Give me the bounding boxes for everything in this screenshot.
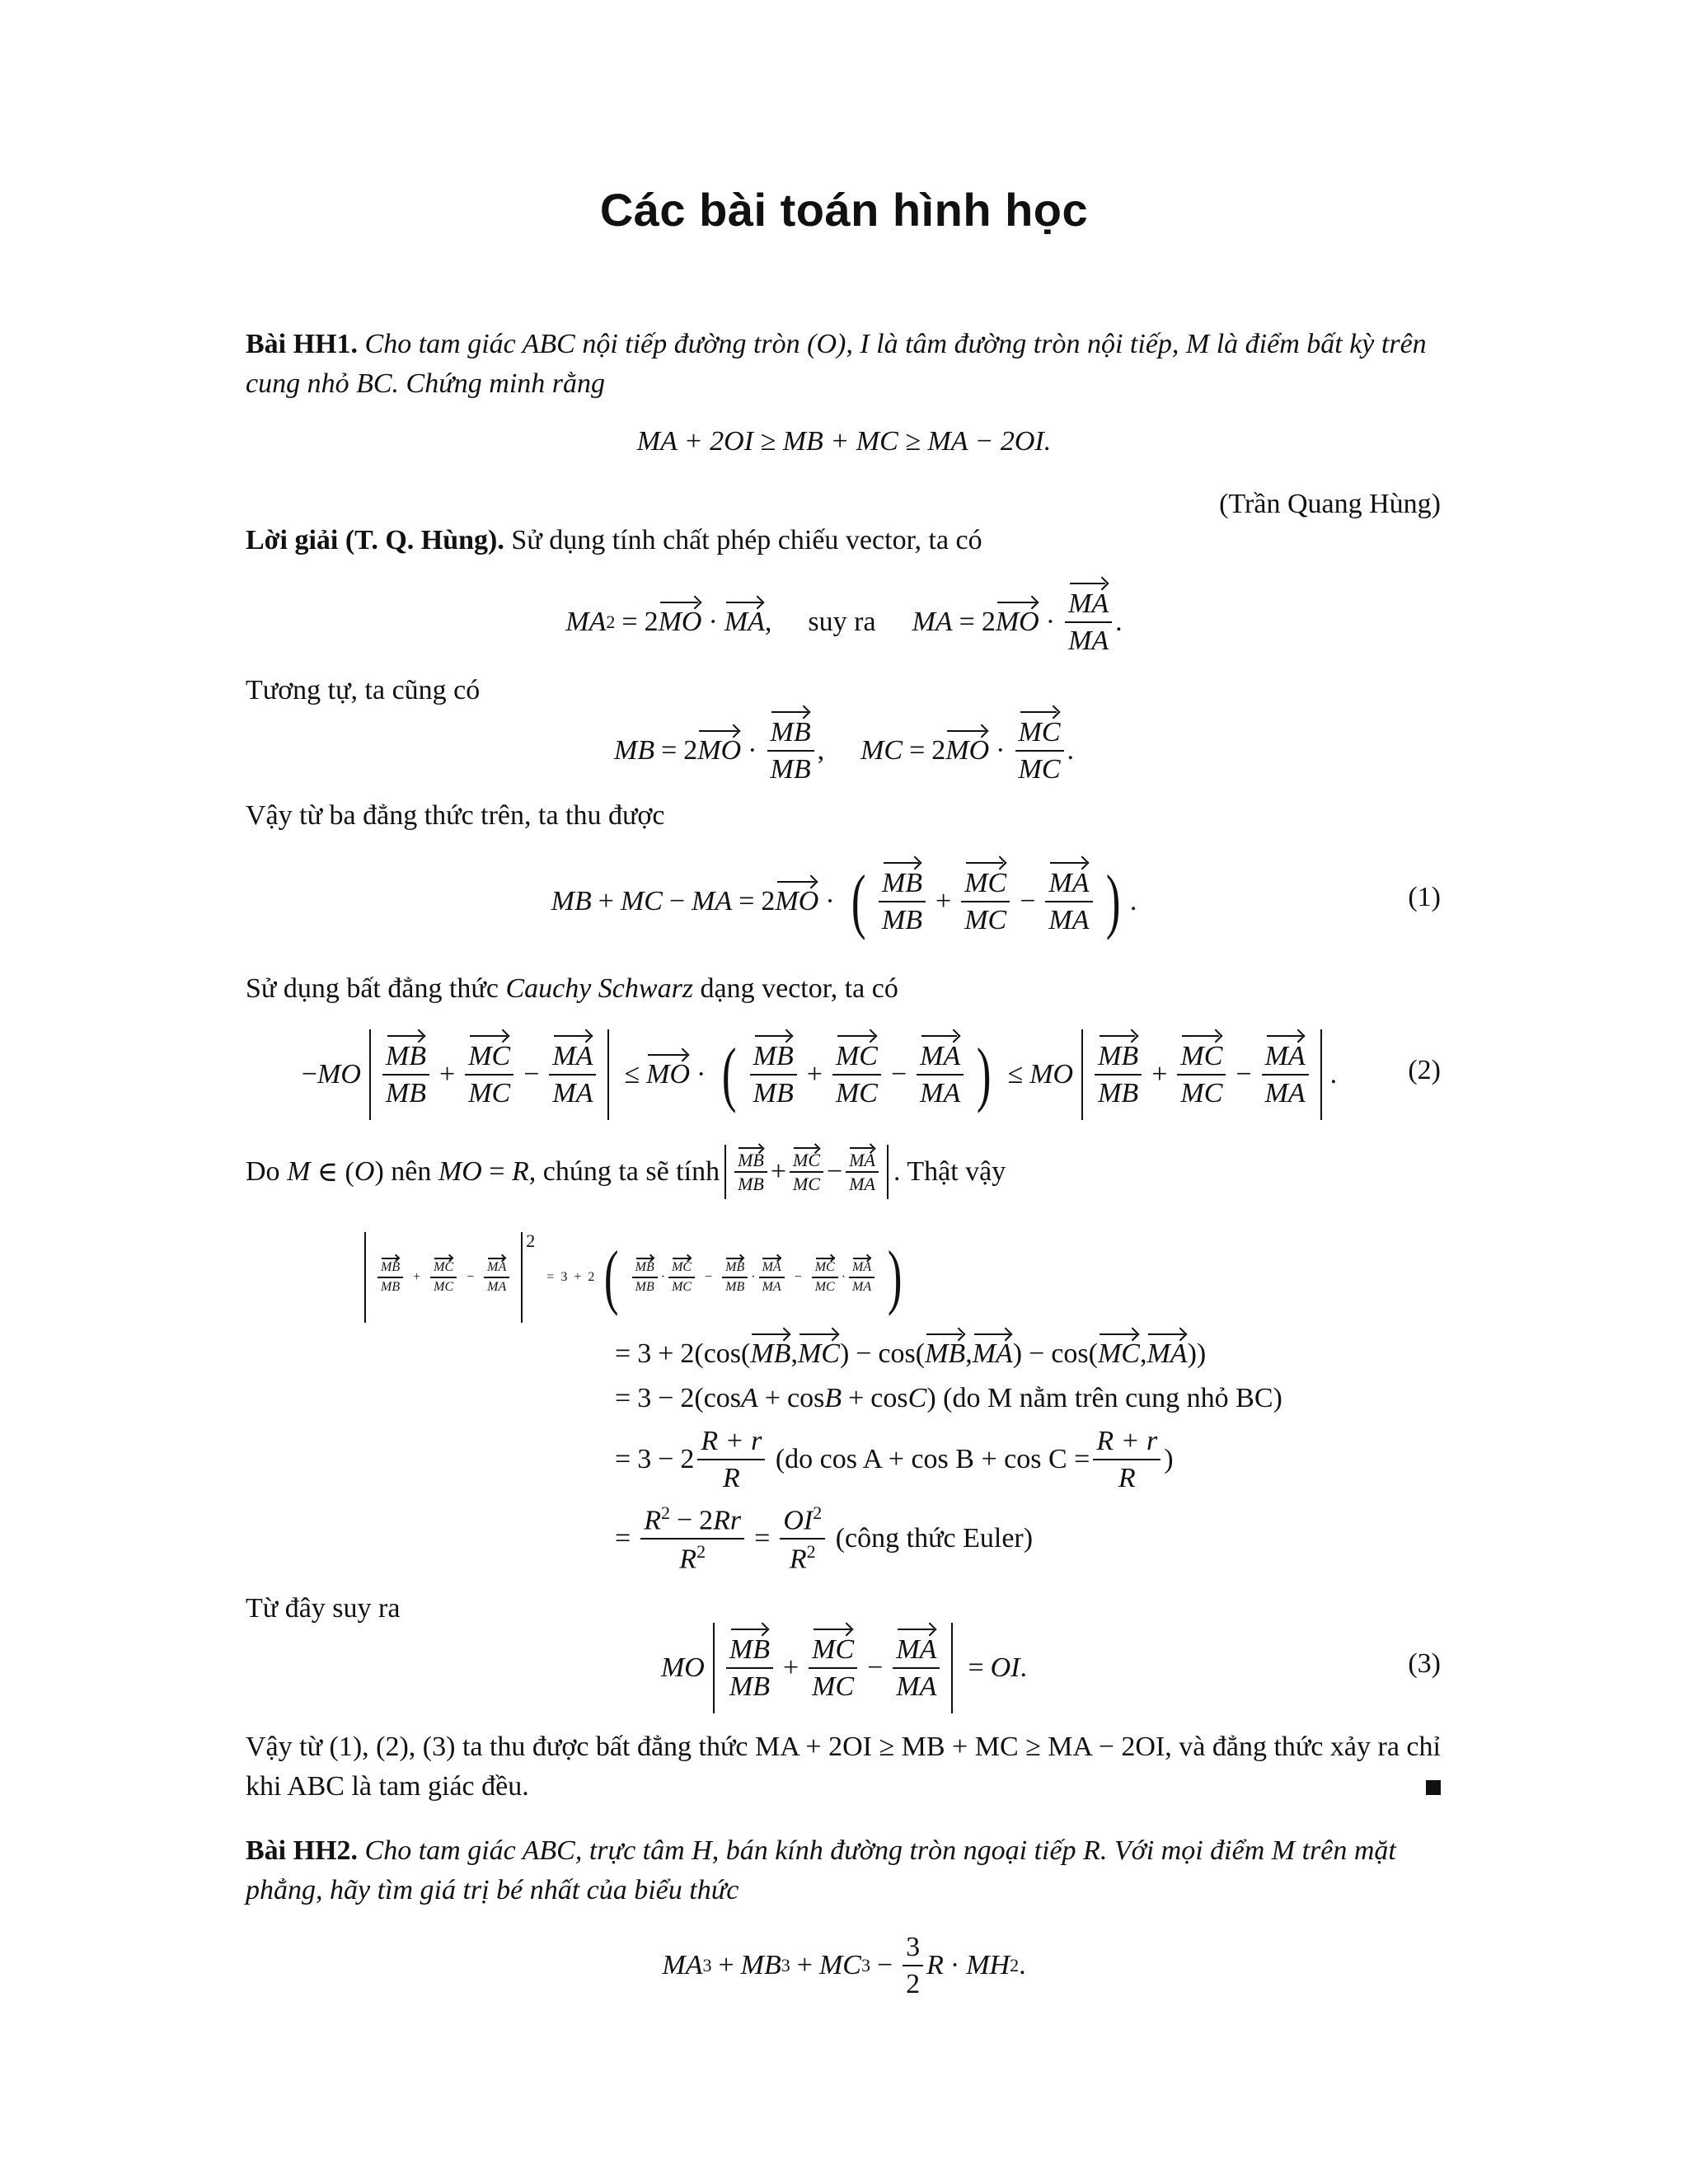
problem-hh2-statement [246, 1831, 1441, 1910]
derivation-line-3: = 3 − 2(cos A + cos B + cos C ) (do M nằm trên cung nhỏ BC) [615, 1383, 1282, 1413]
problem-hh1-author: (Trần Quang Hùng) [1219, 489, 1441, 519]
equation-3: MO $\frac{MB}{MB}$ + $\frac{MC}{MC}$ − $\frac{MA}{MA}$ = OI . [0, 1619, 1688, 1718]
equation-number-2: (2) [1408, 1055, 1441, 1085]
equation-2: − MO $\frac{MB}{MB}$ + $\frac{MC}{MC}$ − $\frac{MA}{MA}$ ≤ MO · ( $\frac{MB}{MB}$ + $\frac{MC}{MC}$ − $\frac{MA}{MA}$ ) ≤ MO $\frac{MB}{MB}$ + $\frac{MC}{MC}$ − $\frac{MA}{MA}$ . [0, 1025, 1663, 1124]
from-three-text: Vậy từ ba đẳng thức trên, ta thu được [246, 800, 665, 831]
derivation-line-5: = $\frac{R^2 - 2Rr}{R^2}$ = $\frac{OI^2}{R^2}$ (công thức Euler) [615, 1502, 1034, 1575]
solution-intro: Lời giải (T. Q. Hùng). Sử dụng tính chất phép chiếu vector, ta có [246, 525, 982, 555]
problem-hh2-text: Cho tam giác ABC, trực tâm H, bán kính đường tròn ngoại tiếp R. Với mọi điểm M trên mặt phẳng, hãy tìm giá trị bé nhất của biểu thức [246, 1835, 1396, 1905]
do-m-line: Do M ∈ ( O ) nên MO = R , chúng ta sẽ tính $\frac{MB}{MB}$ + $\frac{MC}{MC}$ − $\frac{MA}{MA}$ . Thật vậy [246, 1146, 1006, 1198]
problem-hh1-statement [246, 325, 1441, 404]
derivation-line-1: $\frac{MB}{MB}$ + $\frac{MC}{MC}$ − $\frac{MA}{MA}$ $^2$ = 3 + 2 ( $\frac{MB}{MB}$ · $\frac{MC}{MC}$ − $\frac{MB}{MB}$ · $\frac{MA}{MA}$ − $\frac{MC}{MC}$ · $\frac{MA}{MA}$ ) [356, 1228, 912, 1327]
problem-hh1-text: Cho tam giác ABC nội tiếp đường tròn (O), I là tâm đường tròn nội tiếp, M là điểm bất kỳ trên cung nhỏ BC. Chứng minh rằng [246, 329, 1427, 399]
problem-hh1-label: Bài HH1. [246, 329, 359, 359]
derivation-line-2: = 3 + 2(cos( MB , MC ) − cos( MB , MA ) − cos( MC , MA )) [615, 1338, 1207, 1369]
page-title: Các bài toán hình học [599, 184, 1089, 236]
cauchy-schwarz-intro: Sử dụng bất đẳng thức Cauchy Schwarz dạng vector, ta có [246, 973, 898, 1004]
equation-1: MB + MC − MA = 2 MO · ( $\frac{MB}{MB}$ + $\frac{MC}{MC}$ − $\frac{MA}{MA}$ ) . [551, 861, 1137, 941]
equation-number-3: (3) [1408, 1648, 1441, 1679]
derivation-line-4: = 3 − 2 $\frac{R + r}{R}$ (do cos A + cos B + cos C = $\frac{R + r}{R}$ ) [615, 1425, 1174, 1493]
solution-label: Lời giải (T. Q. Hùng). [246, 525, 504, 555]
hh1-main-inequality: MA + 2OI ≥ MB + MC ≥ MA − 2OI. [636, 426, 1052, 457]
equation-mb-mc: MB = 2 MO · $\frac{MB}{MB}$ , MC = 2 MO · $\frac{MC}{MC}$ . [614, 716, 1074, 785]
similar-text: Tương tự, ta cũng có [246, 675, 481, 705]
qed-square-icon [1426, 1780, 1441, 1795]
problem-hh2-label: Bài HH2. [246, 1835, 359, 1866]
hh2-expression: MA 3 + MB 3 + MC 3 − $\frac{3}{2}$ R · MH 2 . [662, 1931, 1026, 1999]
equation-number-1: (1) [1408, 882, 1441, 912]
from-here-text: Từ đây suy ra [246, 1593, 401, 1624]
equation-projection-ma: MA 2 = 2 MO · MA , suy ra MA = 2 MO · $\frac{MA}{MA}$ . [565, 588, 1123, 656]
conclusion-text: Vậy từ (1), (2), (3) ta thu được bất đẳng thức MA + 2OI ≥ MB + MC ≥ MA − 2OI, và đẳng thức xảy ra chỉ khi ABC là tam giác đều. [246, 1732, 1441, 1802]
